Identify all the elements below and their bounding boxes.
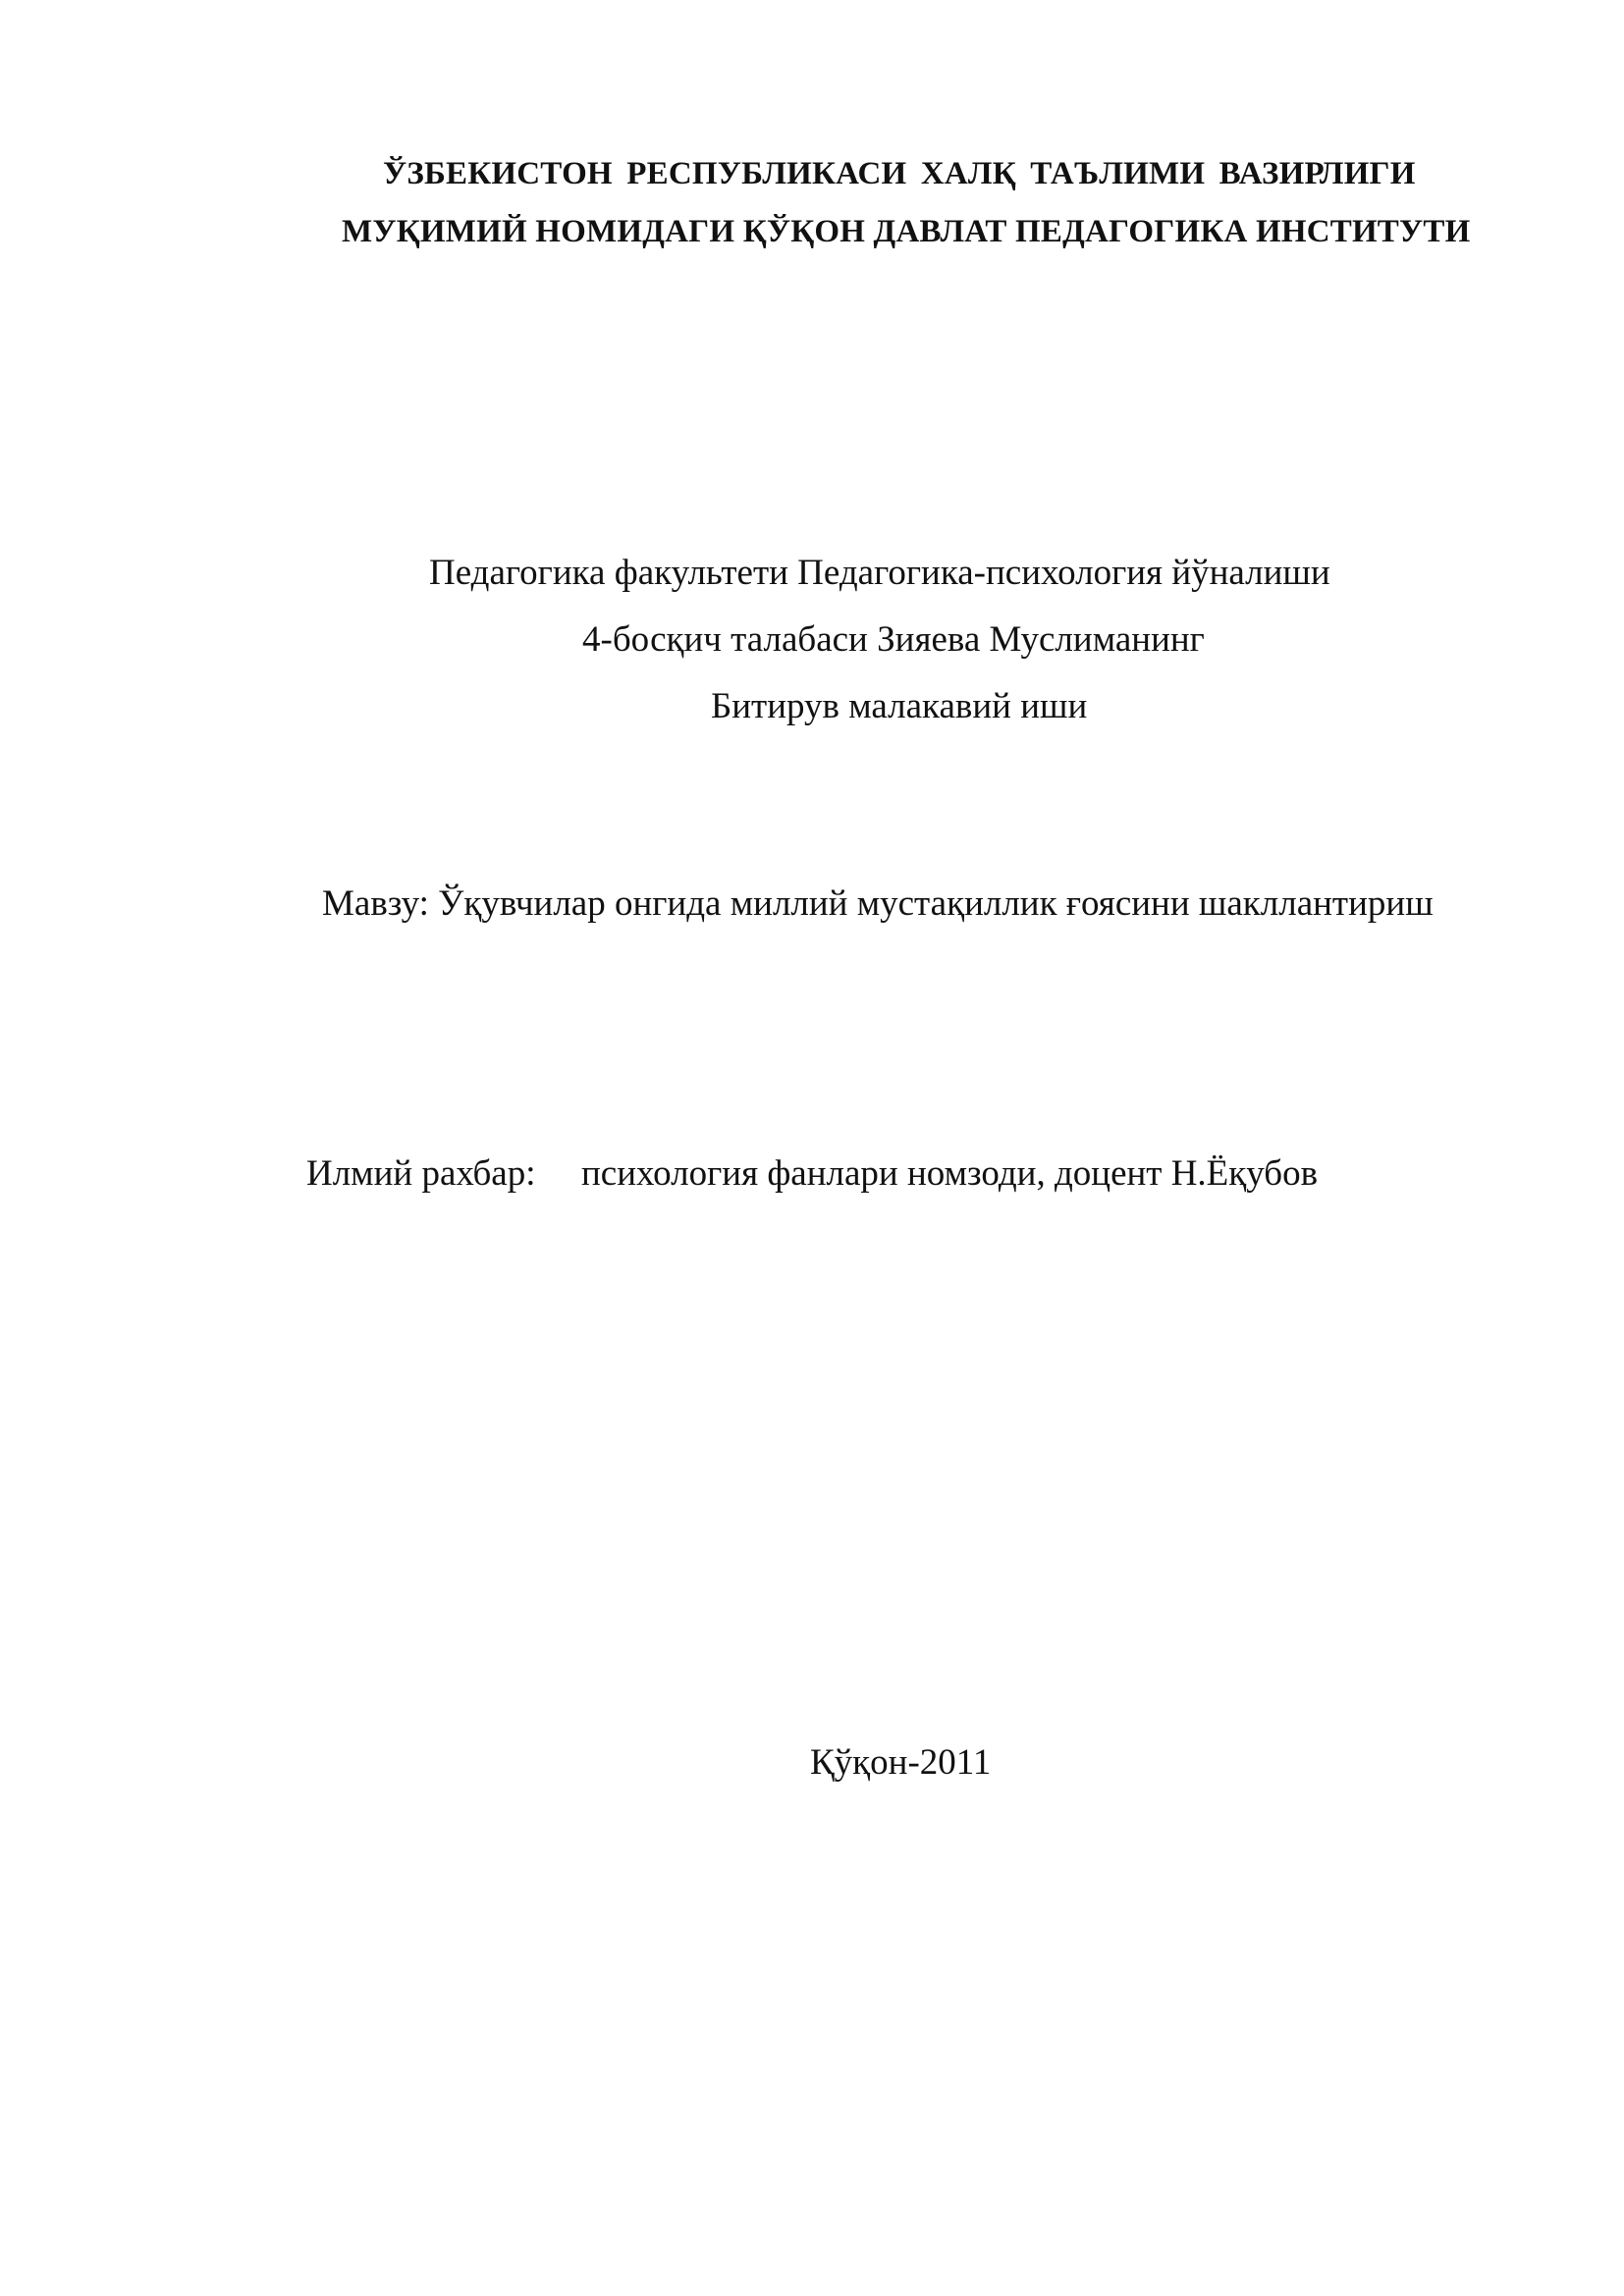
ministry-heading: ЎЗБЕКИСТОН РЕСПУБЛИКАСИ ХАЛҚ ТАЪЛИМИ ВАЗИРЛИГИ [383,156,1416,191]
advisor-name: психология фанлари номзоди, доцент Н.Ёқубов [581,1153,1319,1194]
institute-heading: МУҚИМИЙ НОМИДАГИ ҚЎҚОН ДАВЛАТ ПЕДАГОГИКА ИНСТИТУТИ [342,214,1471,249]
faculty-line: Педагогика факультети Педагогика-психология йўналиши [429,553,1330,593]
student-line: 4-босқич талабаси Зияева Муслиманинг [582,619,1205,660]
place-year-footer: Қўқон-2011 [810,1742,992,1783]
topic-line: Мавзу: Ўқувчилар онгида миллий мустақиллик ғоясини шакллантириш [322,883,1434,924]
work-type-line: Битирув малакавий иши [711,686,1088,726]
advisor-label: Илмий рахбар: [306,1153,536,1194]
